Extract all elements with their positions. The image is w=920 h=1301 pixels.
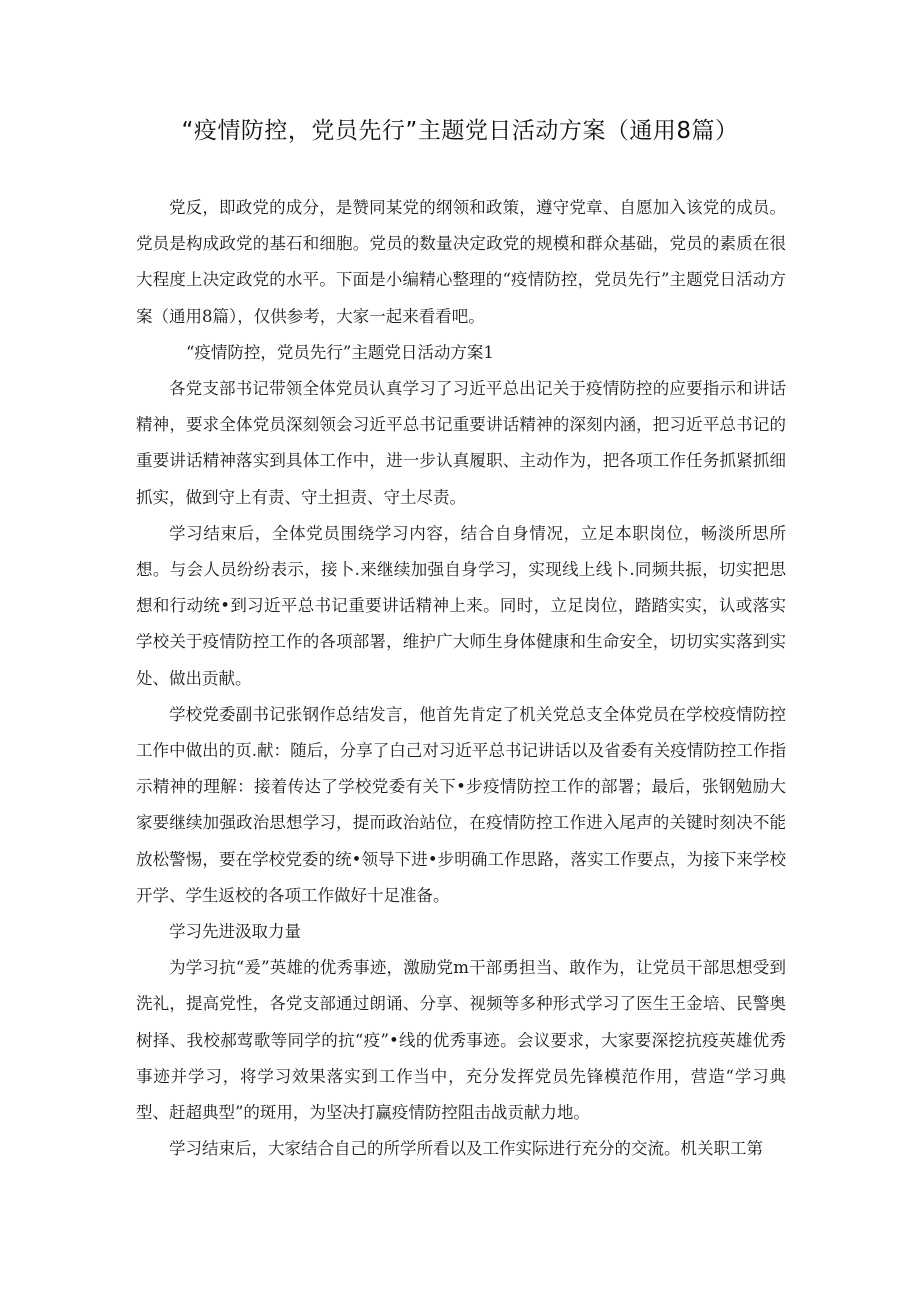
document-body: [136, 190, 786, 1167]
body-paragraph: 学习结束后，全体党员围绕学习内容，结合自身情况，立足本职岗位，畅淡所思所想。与会人员纷纷表示，接卜.来继续加强自身学习，实现线上线卜.同频共振，切实把思想和行动统•到习近平总书记重要讲话精神上来。同时，立足岗位，踏踏实实，认或落实学校关于疫情防控工作的各项部署，维护广大师生身体健康和生命安全，切切实实落到实处、做出贡献。: [136, 523, 786, 688]
section-subheading: 学习先进汲取力量: [169, 922, 301, 942]
body-paragraph: 学习结束后，大家结合自己的所学所看以及工作实际进行充分的交流。机关职工第: [169, 1139, 763, 1159]
body-paragraph: 为学习抗“爰”英雄的优秀事迹，激励党m干部勇担当、敢作为，让党员干部思想受到洗礼，提高党性，各党支部通过朗诵、分享、视频等多种形式学习了医生王金培、民警奥树择、我校郝莺歌等同学的抗“疫”•线的优秀事迹。会议要求，大家要深挖抗疫英雄优秀事迹并学习，将学习效果落实到工作当中，充分发挥党员先锋模范作用，营造“学习典型、赶超典型”的斑用，为坚决打赢疫情防控阻击战贡献力地。: [136, 958, 786, 1123]
body-paragraph: 学校党委副书记张钢作总结发言，他首先肯定了机关党总支全体党员在学校疫情防控工作中做出的页.献：随后，分享了白己对习近平总书记讲话以及省委有关疫情防控工作指示精神的理解：接着传达了学校党委有关下•步疫情防控工作的部署；最后，张钢勉励大家要继续加强政治思想学习，提而政治站位，在疫情防控工作进入尾声的关键时刻决不能放松警惕，要在学校党委的统•领导下进•步明确工作思路，落实工作要点，为接下来学校开学、学生返校的各项工作做好十足准备。: [136, 704, 786, 905]
document-title: “疫情防控，党员先行”主题党日活动方案（通用8篇）: [181, 118, 739, 144]
intro-paragraph: 党反，即政党的成分，是赞同某党的纲领和政策，遵守党章、自愿加入该党的成员。党员是构成政党的基石和细胞。党员的数量决定政党的规模和群众基础，党员的素质在很大程度上决定政党的水平。下面是小编精心整理的“疫情防控，党员先行”主题党日活动方案（通用8篇），仅供参考，大家一起来看看吧。: [136, 198, 786, 326]
body-paragraph: 各党支部书记带领全体党员认真学习了习近平总出记关于疫情防控的应要指示和讲话精神，要求全体党员深刻领会习近平总书记重要讲话精神的深刻内涵，把习近平总书记的重要讲话精神落实到具体工作中，进一步认真履职、主动作为，把各项工作任务抓紧抓细抓实，做到守上有责、守土担责、守土尽责。: [136, 379, 786, 507]
section-heading-1: “疫情防控，党员先行”主题党日活动方案1: [186, 342, 494, 362]
